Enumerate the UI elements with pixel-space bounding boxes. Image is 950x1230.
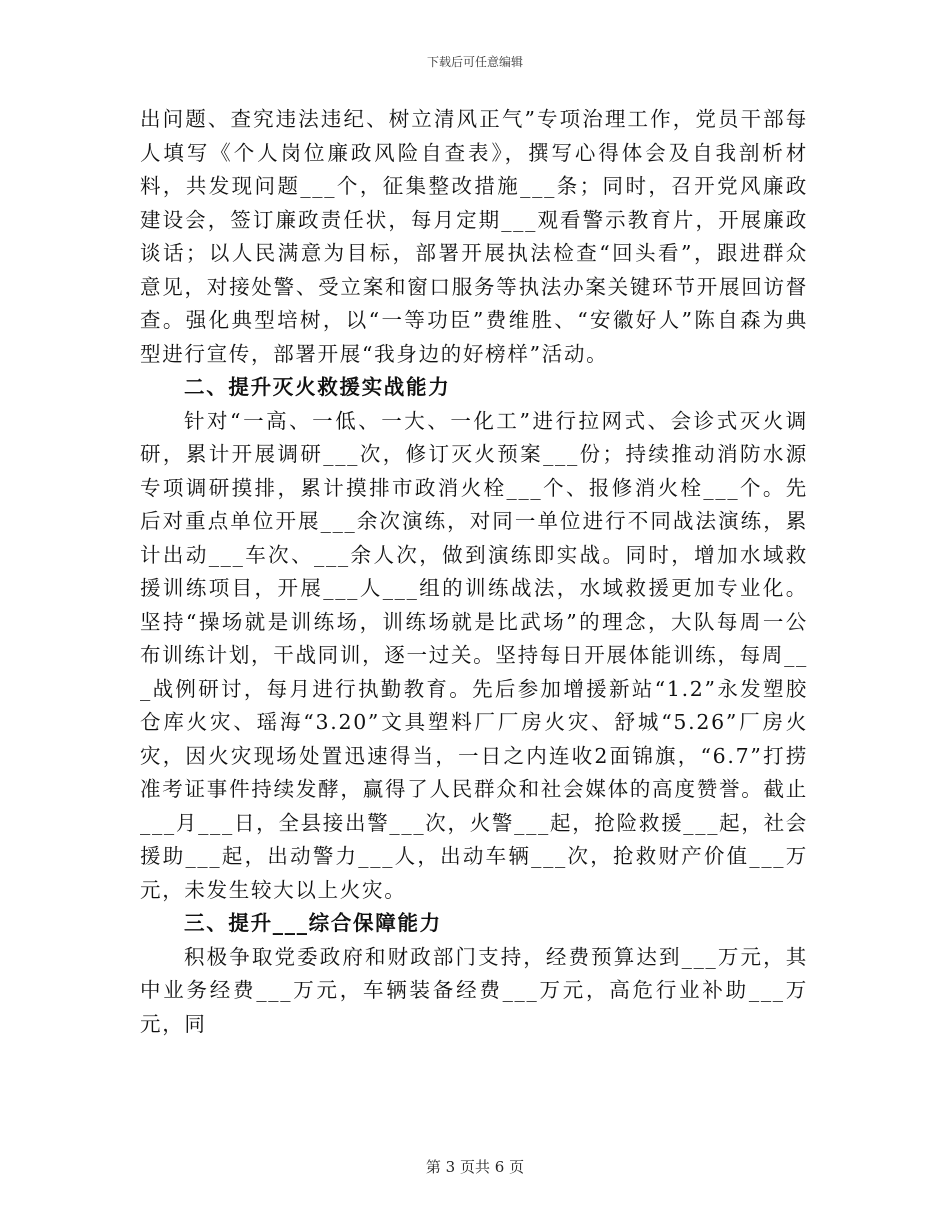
paragraph-funding: 积极争取党委政府和财政部门支持，经费预算达到___万元，其中业务经费___万元，车辆装备经费___万元，高危行业补助___万元，同 bbox=[140, 944, 808, 1036]
section-heading-3: 三、提升___综合保障能力 bbox=[184, 911, 442, 935]
paragraph-firefighting: 针对“一高、一低、一大、一化工”进行拉网式、会诊式灭火调研，累计开展调研___次，修订灭火预案___份；持续推动消防水源专项调研摸排，累计摸排市政消火栓___个、报修消火栓___个。先后对重点单位开展___余次演练，对同一单位进行不同战法演练，累计出动___车次、___余人次，做到演练即实战。同时，增加水域救援训练项目，开展___人___组的训练战法，水域救援更加专业化。坚持“操场就是训练场，训练场就是比武场”的理念，大队每周一公布训练计划，干战同训，逐一过关。坚持每日开展体能训练，每周___战例研讨，每月进行执勤教育。先后参加增援新站“1.2”永发塑胶仓库火灾、瑶海“3.20”文具塑料厂厂房火灾、舒城“5.26”厂房火灾，因火灾现场处置迅速得当，一日之内连收2面锦旗，“6.7”打捞准考证事件持续发酵，赢得了人民群众和社会媒体的高度赞誉。截止___月___日，全县接出警___次，火警___起，抢险救援___起，社会援助___起，出动警力___人，出动车辆___次，抢救财产价值___万元，未发生较大以上火灾。 bbox=[140, 408, 808, 902]
section-heading-2: 二、提升灭火救援实战能力 bbox=[184, 375, 451, 399]
paragraph-continuation: 出问题、查究违法违纪、树立清风正气”专项治理工作，党员干部每人填写《个人岗位廉政风险自查表》，撰写心得体会及自我剖析材料，共发现问题___个，征集整改措施___条；同时，召开党风廉政建设会，签订廉政责任状，每月定期___观看警示教育片，开展廉政谈话；以人民满意为目标，部署开展执法检查“回头看”，跟进群众意见，对接处警、受立案和窗口服务等执法办案关键环节开展回访督查。强化典型培树，以“一等功臣”费维胜、“安徽好人”陈自森为典型进行宣传，部署开展“我身边的好榜样”活动。 bbox=[140, 107, 808, 366]
page-number-footer: 第 3 页共 6 页 bbox=[425, 1158, 525, 1176]
document-body bbox=[140, 103, 808, 1041]
page-header: 下载后可任意编辑 bbox=[426, 55, 523, 69]
